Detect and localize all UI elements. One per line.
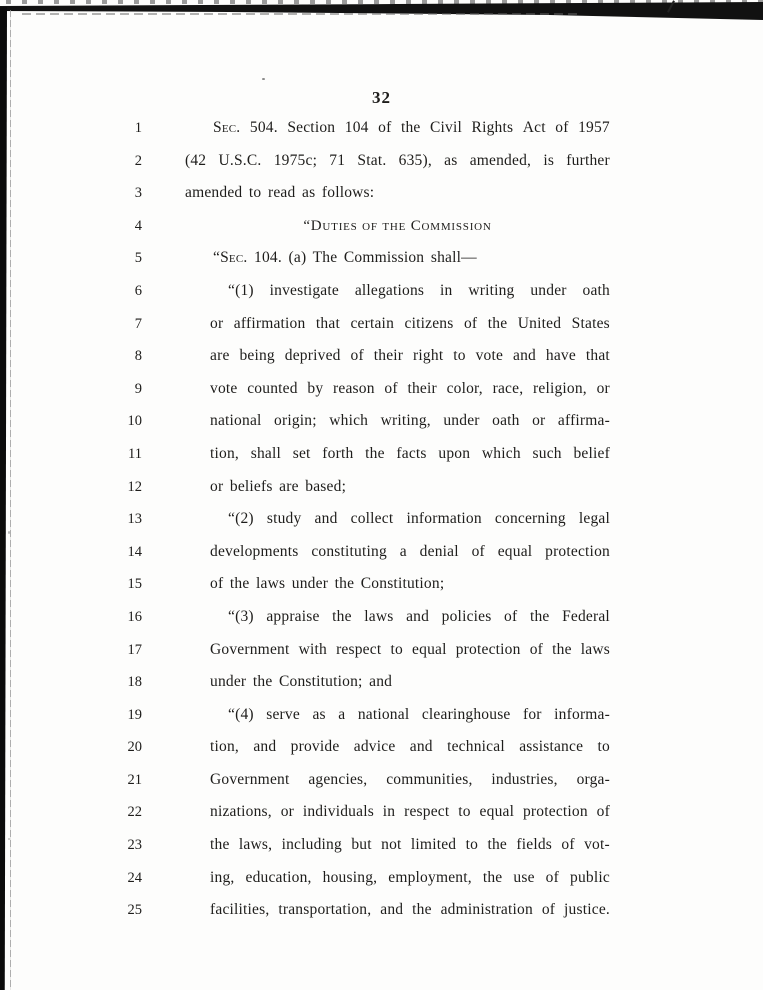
line-number: 23	[127, 837, 142, 854]
line-text: the laws, including but not limited to the fields of vot-	[210, 836, 610, 854]
text-line	[0, 634, 763, 667]
text-line	[0, 666, 763, 699]
line-text: nizations, or individuals in respect to equal protection of	[210, 803, 610, 821]
line-text: of the laws under the Constitution;	[210, 575, 445, 593]
text-line	[0, 894, 763, 927]
line-number: 11	[128, 445, 142, 462]
line-text: “(2) study and collect information concerning legal	[228, 510, 610, 528]
line-number: 19	[127, 706, 142, 723]
text-line	[0, 210, 763, 243]
line-number: 2	[134, 152, 142, 169]
line-number: 5	[134, 250, 142, 267]
line-text: “Sec. 104. (a) The Commission shall—	[213, 249, 477, 267]
line-number: 3	[134, 185, 142, 202]
line-text: tion, shall set forth the facts upon which such belief	[210, 444, 610, 462]
text-line	[0, 471, 763, 504]
line-number: 4	[134, 217, 142, 234]
line-number: 7	[134, 315, 142, 332]
line-number: 14	[127, 543, 142, 560]
line-text: “(1) investigate allegations in writing under oath	[228, 281, 610, 299]
line-text: ing, education, housing, employment, the use of public	[210, 868, 610, 886]
text-line	[0, 829, 763, 862]
line-number: 6	[134, 282, 142, 299]
line-number: 12	[127, 478, 142, 495]
scan-streak	[22, 13, 582, 15]
line-number: 15	[127, 576, 142, 593]
text-line	[0, 242, 763, 275]
text-line	[0, 764, 763, 797]
text-line	[0, 699, 763, 732]
line-number: 10	[127, 413, 142, 430]
text-lines	[0, 112, 763, 927]
line-text: Government with respect to equal protection of the laws	[210, 640, 610, 658]
line-number: 17	[127, 641, 142, 658]
line-number: 8	[134, 348, 142, 365]
line-number: 25	[127, 902, 142, 919]
line-text: Sec. 504. Section 104 of the Civil Rights Act of 1957	[213, 119, 610, 136]
line-number: 18	[127, 674, 142, 691]
text-line	[0, 601, 763, 634]
page-number: 32	[372, 88, 391, 107]
line-text: Government agencies, communities, industries, orga-	[210, 770, 610, 788]
text-line	[0, 862, 763, 895]
text-line	[0, 438, 763, 471]
line-number: 22	[127, 804, 142, 821]
text-line	[0, 731, 763, 764]
line-text: national origin; which writing, under oath or affirma-	[210, 412, 610, 430]
line-number: 13	[127, 511, 142, 528]
line-text: developments constituting a denial of equal protection	[210, 542, 610, 560]
line-number: 24	[127, 869, 142, 886]
line-text: facilities, transportation, and the administration of justice.	[210, 901, 610, 919]
line-text: amended to read as follows:	[185, 184, 375, 202]
line-text: under the Constitution; and	[210, 673, 393, 691]
text-line	[0, 405, 763, 438]
line-number: 21	[127, 771, 142, 788]
line-text: or beliefs are based;	[210, 477, 347, 495]
line-text: (42 U.S.C. 1975c; 71 Stat. 635), as amended, is further	[185, 151, 610, 169]
text-line	[0, 177, 763, 210]
line-text: are being deprived of their right to vote and have that	[210, 347, 610, 365]
line-text: “(4) serve as a national clearinghouse for informa-	[228, 705, 610, 723]
text-line	[0, 145, 763, 178]
line-text: vote counted by reason of their color, race, religion, or	[210, 379, 610, 397]
text-line	[0, 373, 763, 406]
line-number: 1	[134, 120, 142, 136]
text-line	[0, 536, 763, 569]
line-text: “Duties of the Commission	[303, 217, 492, 234]
text-line	[0, 503, 763, 536]
text-line	[0, 340, 763, 373]
line-text: or affirmation that certain citizens of the United States	[210, 314, 610, 332]
scan-speck	[262, 78, 265, 80]
text-line	[0, 796, 763, 829]
text-line	[0, 275, 763, 308]
line-text: tion, and provide advice and technical assistance to	[210, 738, 610, 756]
line-text: “(3) appraise the laws and policies of the Federal	[228, 607, 610, 625]
line-number: 20	[127, 739, 142, 756]
text-line	[0, 568, 763, 601]
line-number: 9	[134, 380, 142, 397]
text-line	[0, 112, 763, 145]
text-line	[0, 308, 763, 341]
line-number: 16	[127, 608, 142, 625]
